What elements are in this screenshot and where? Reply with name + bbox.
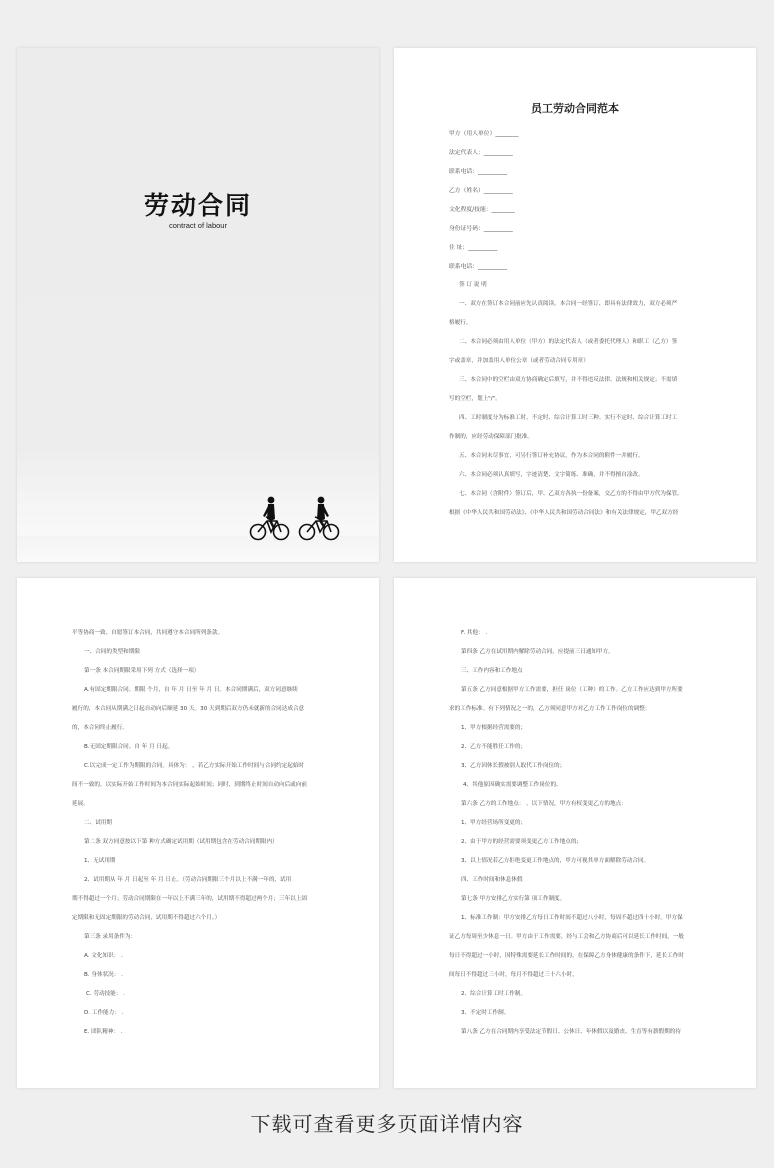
- article-heading: 第六条 乙方的工作地点： 。以下情况，甲方有权变更乙方的地点：: [461, 801, 627, 807]
- paragraph-line: 的，本合同终止履行。: [72, 725, 128, 731]
- paragraph-line: 四、工时制度分为标准工时、不定时、综合计算工时三种。实行不定时、综合计算工时工: [459, 415, 678, 421]
- paragraph-line: 六、本合同必须认真填写，字迹清楚、文字简练、准确，并不得擅自涂改。: [459, 472, 644, 478]
- paragraph-line: C.以完成一定工作为期限的合同。具体为： ，若乙方实际开始工作时间与合同约定起始时: [84, 763, 305, 769]
- paragraph-line: 期不得超过一个月；劳动合同期限在一年以上不满三年的，试用期不得超过两个月；三年以上固: [72, 896, 307, 902]
- list-item: 1、甲方经营场所变更的；: [461, 820, 527, 826]
- paragraph-line: 1、标准工作制：甲方安排乙方每日工作时间不超过八小时，每周不超过四十小时。甲方保: [461, 915, 683, 921]
- list-item: F. 其他： .: [461, 630, 488, 636]
- article-heading: 第三条 录用条件为：: [84, 934, 137, 940]
- section-heading: 四、工作时间和休息休假: [461, 877, 523, 883]
- list-item: D. 工作能力： .: [84, 1010, 124, 1016]
- article-heading: 第七条 甲方安排乙方实行第 项工作制度。: [461, 896, 566, 902]
- list-item: 3、不定时工作制。: [461, 1010, 510, 1016]
- article-heading: 第二条 双方同意按以下第 种方式确定试用期（试用期包含在劳动合同期限内）: [84, 839, 278, 845]
- field-address: 住 址：__________: [449, 245, 498, 251]
- list-item: 3、以上情况若乙方拒绝变更工作地点的，甲方可视其单方面解除劳动合同。: [461, 858, 650, 864]
- download-caption[interactable]: 下载可查看更多页面详情内容: [250, 1112, 524, 1136]
- section-heading: 签 订 说 明: [459, 282, 487, 288]
- cover-subtitle: contract of labour: [169, 221, 227, 230]
- paragraph-line: 格履行。: [449, 320, 472, 326]
- list-item: E. 团队精神： .: [84, 1029, 123, 1035]
- list-item: C. 劳动技能： .: [86, 991, 125, 997]
- section-heading: 二、试用期: [84, 820, 112, 826]
- paragraph-line: 平等协商一致、自愿签订本合同，共同遵守本合同所列条款。: [72, 630, 224, 636]
- field-phone-a: 联系电话：__________: [449, 169, 507, 175]
- cyclists-illustration: [247, 488, 347, 544]
- section-heading: 一、合同的类型和期限: [84, 649, 140, 655]
- paragraph-line: 间每日不得超过三小时，每月不得超过三十六小时。: [449, 972, 578, 978]
- paragraph-line: 根据《中华人民共和国劳动法》、《中华人民共和国劳动合同法》和有关法律规定，甲乙双方经: [449, 510, 679, 516]
- list-item: B. 身体状况： .: [84, 972, 123, 978]
- paragraph-line: 一、双方在签订本合同前应先认真阅读。本合同一经签订，即具有法律效力，双方必须严: [459, 301, 678, 307]
- list-item: 2、由于甲方的经营需要须变更乙方工作地点的；: [461, 839, 583, 845]
- paragraph-line: 定期限和无固定期限的劳动合同，试用期不得超过六个月。）: [72, 915, 221, 921]
- list-item: 4、其他原因确实需要调整工作岗位的。: [463, 782, 562, 788]
- contract-page-2: [17, 578, 379, 1088]
- article-heading: 第八条 乙方在合同期内享受法定节假日、公休日、年休假以及婚丧、生育等有薪假期的待: [461, 1029, 681, 1035]
- list-item: 2、乙方不能胜任工作的；: [461, 744, 527, 750]
- paragraph-line: 每日不得超过一小时，因特殊需要延长工作时间的，在保障乙方身体健康的条件下，延长工作时: [449, 953, 684, 959]
- field-education: 文化程度/技能：________: [449, 207, 515, 213]
- paragraph-line: 作制的，应经劳动保障部门批准。: [449, 434, 533, 440]
- article-heading: 第一条 本合同期限采用下列 方式（选择一项）: [84, 668, 200, 674]
- article-heading: 第四条 乙方在试用期内解除劳动合同，应提前三日通知甲方。: [461, 649, 614, 655]
- field-party-b: 乙方（姓名）__________: [449, 188, 513, 194]
- paragraph-line: 二、本合同必须由用人单位（甲方）的法定代表人（或者委托代理人）和职工（乙方）签: [459, 339, 678, 345]
- section-heading: 三、工作内容和工作地点: [461, 668, 523, 674]
- paragraph-line: 字或盖章，并加盖用人单位公章（或者劳动合同专用章）: [449, 358, 589, 364]
- field-legal-rep: 法定代表人：__________: [449, 150, 513, 156]
- paragraph-line: 三、本合同中的空栏由双方协商确定后填写，并不得违反法律、法规和相关规定；不需填: [459, 377, 678, 383]
- paragraph-line: 第五条 乙方同意根据甲方工作需要，担任 岗位（工种）的工作。乙方工作应达到甲方所要: [461, 687, 683, 693]
- cover-title: 劳动合同: [143, 191, 252, 220]
- contract-page-3: [394, 578, 756, 1088]
- paragraph-line: 延展。: [72, 801, 89, 807]
- cover-page: [17, 48, 379, 562]
- list-item: 3、乙方因休长假被别人取代工作岗位的；: [461, 763, 566, 769]
- paragraph-line: A.有固定期限合同。期限 个月，自 年 月 日至 年 月 日。本合同期满后，双方同意继续: [84, 687, 298, 693]
- list-item: 1、甲方根据经营需要的；: [461, 725, 527, 731]
- paragraph-line: B.无固定期限合同。自 年 月 日起。: [84, 744, 174, 750]
- contract-page-1: [394, 48, 756, 562]
- paragraph-line: 履行的，本合同从期满之日起自动向后顺延 30 天。30 天到期后双方仍未就新的合同达成合意: [72, 706, 305, 712]
- paragraph-line: 2、试用期从 年 月 日起至 年 月 日止。（劳动合同期限三个月以上不满一年的，试用: [84, 877, 292, 883]
- list-item: 2、综合计算工时工作制。: [461, 991, 527, 997]
- document-title: 员工劳动合同范本: [531, 102, 619, 115]
- field-phone-b: 联系电话：__________: [449, 264, 507, 270]
- paragraph-line: 五、本合同未尽事宜，可另行签订补充协议，作为本合同的附件一并履行。: [459, 453, 644, 459]
- field-id-number: 身份证号码：__________: [449, 226, 513, 232]
- paragraph-line: 求的工作标准。有下列情况之一的，乙方须同意甲方对乙方工作工作岗位的调整：: [449, 706, 651, 712]
- paragraph-line: 1、无试用期: [84, 858, 116, 864]
- paragraph-line: 证乙方每周至少休息一日。甲方由于工作需要，经与工会和乙方协商后可以延长工作时间，一般: [449, 934, 684, 940]
- paragraph-line: 间不一致的，以实际开始工作时间为本合同实际起始时间；同时，到期终止时间自动向后或向前: [72, 782, 307, 788]
- list-item: A. 文化知识： .: [84, 953, 123, 959]
- paragraph-line: 七、本合同（含附件）签订后，甲、乙双方各执一份备案，交乙方的不得由甲方代为保管。: [459, 491, 683, 497]
- field-party-a: 甲方（用人单位）________: [449, 131, 519, 137]
- paragraph-line: 写的空栏，划上"/"。: [449, 396, 501, 402]
